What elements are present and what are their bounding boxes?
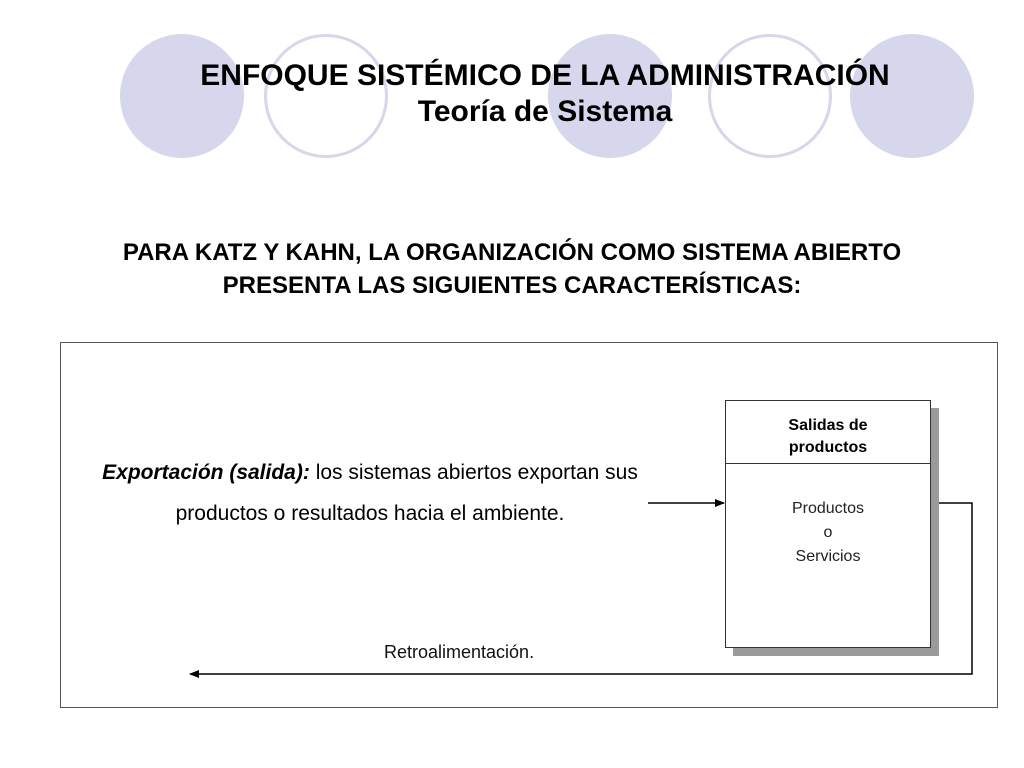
description-text: los sistemas abiertos exportan sus productos o resultados hacia el ambiente. <box>175 461 638 525</box>
feedback-label: Retroalimentación. <box>384 642 535 662</box>
output-body-line-3: Servicios <box>795 548 861 565</box>
description-term: Exportación (salida): <box>102 461 310 484</box>
output-body-line-2: o <box>823 524 833 541</box>
intro-line-2: PRESENTA LAS SIGUIENTES CARACTERÍSTICAS: <box>222 272 802 299</box>
title-sub: Teoría de Sistema <box>417 95 673 128</box>
intro-line-1: PARA KATZ Y KAHN, LA ORGANIZACIÓN COMO SISTEMA ABIERTO <box>122 239 902 266</box>
feedback-line <box>190 503 972 674</box>
output-body-line-1: Productos <box>791 500 865 517</box>
title-main: ENFOQUE SISTÉMICO DE LA ADMINISTRACIÓN <box>200 59 890 92</box>
output-header-line-1: Salidas de <box>788 417 868 434</box>
output-header-line-2: productos <box>788 439 868 456</box>
